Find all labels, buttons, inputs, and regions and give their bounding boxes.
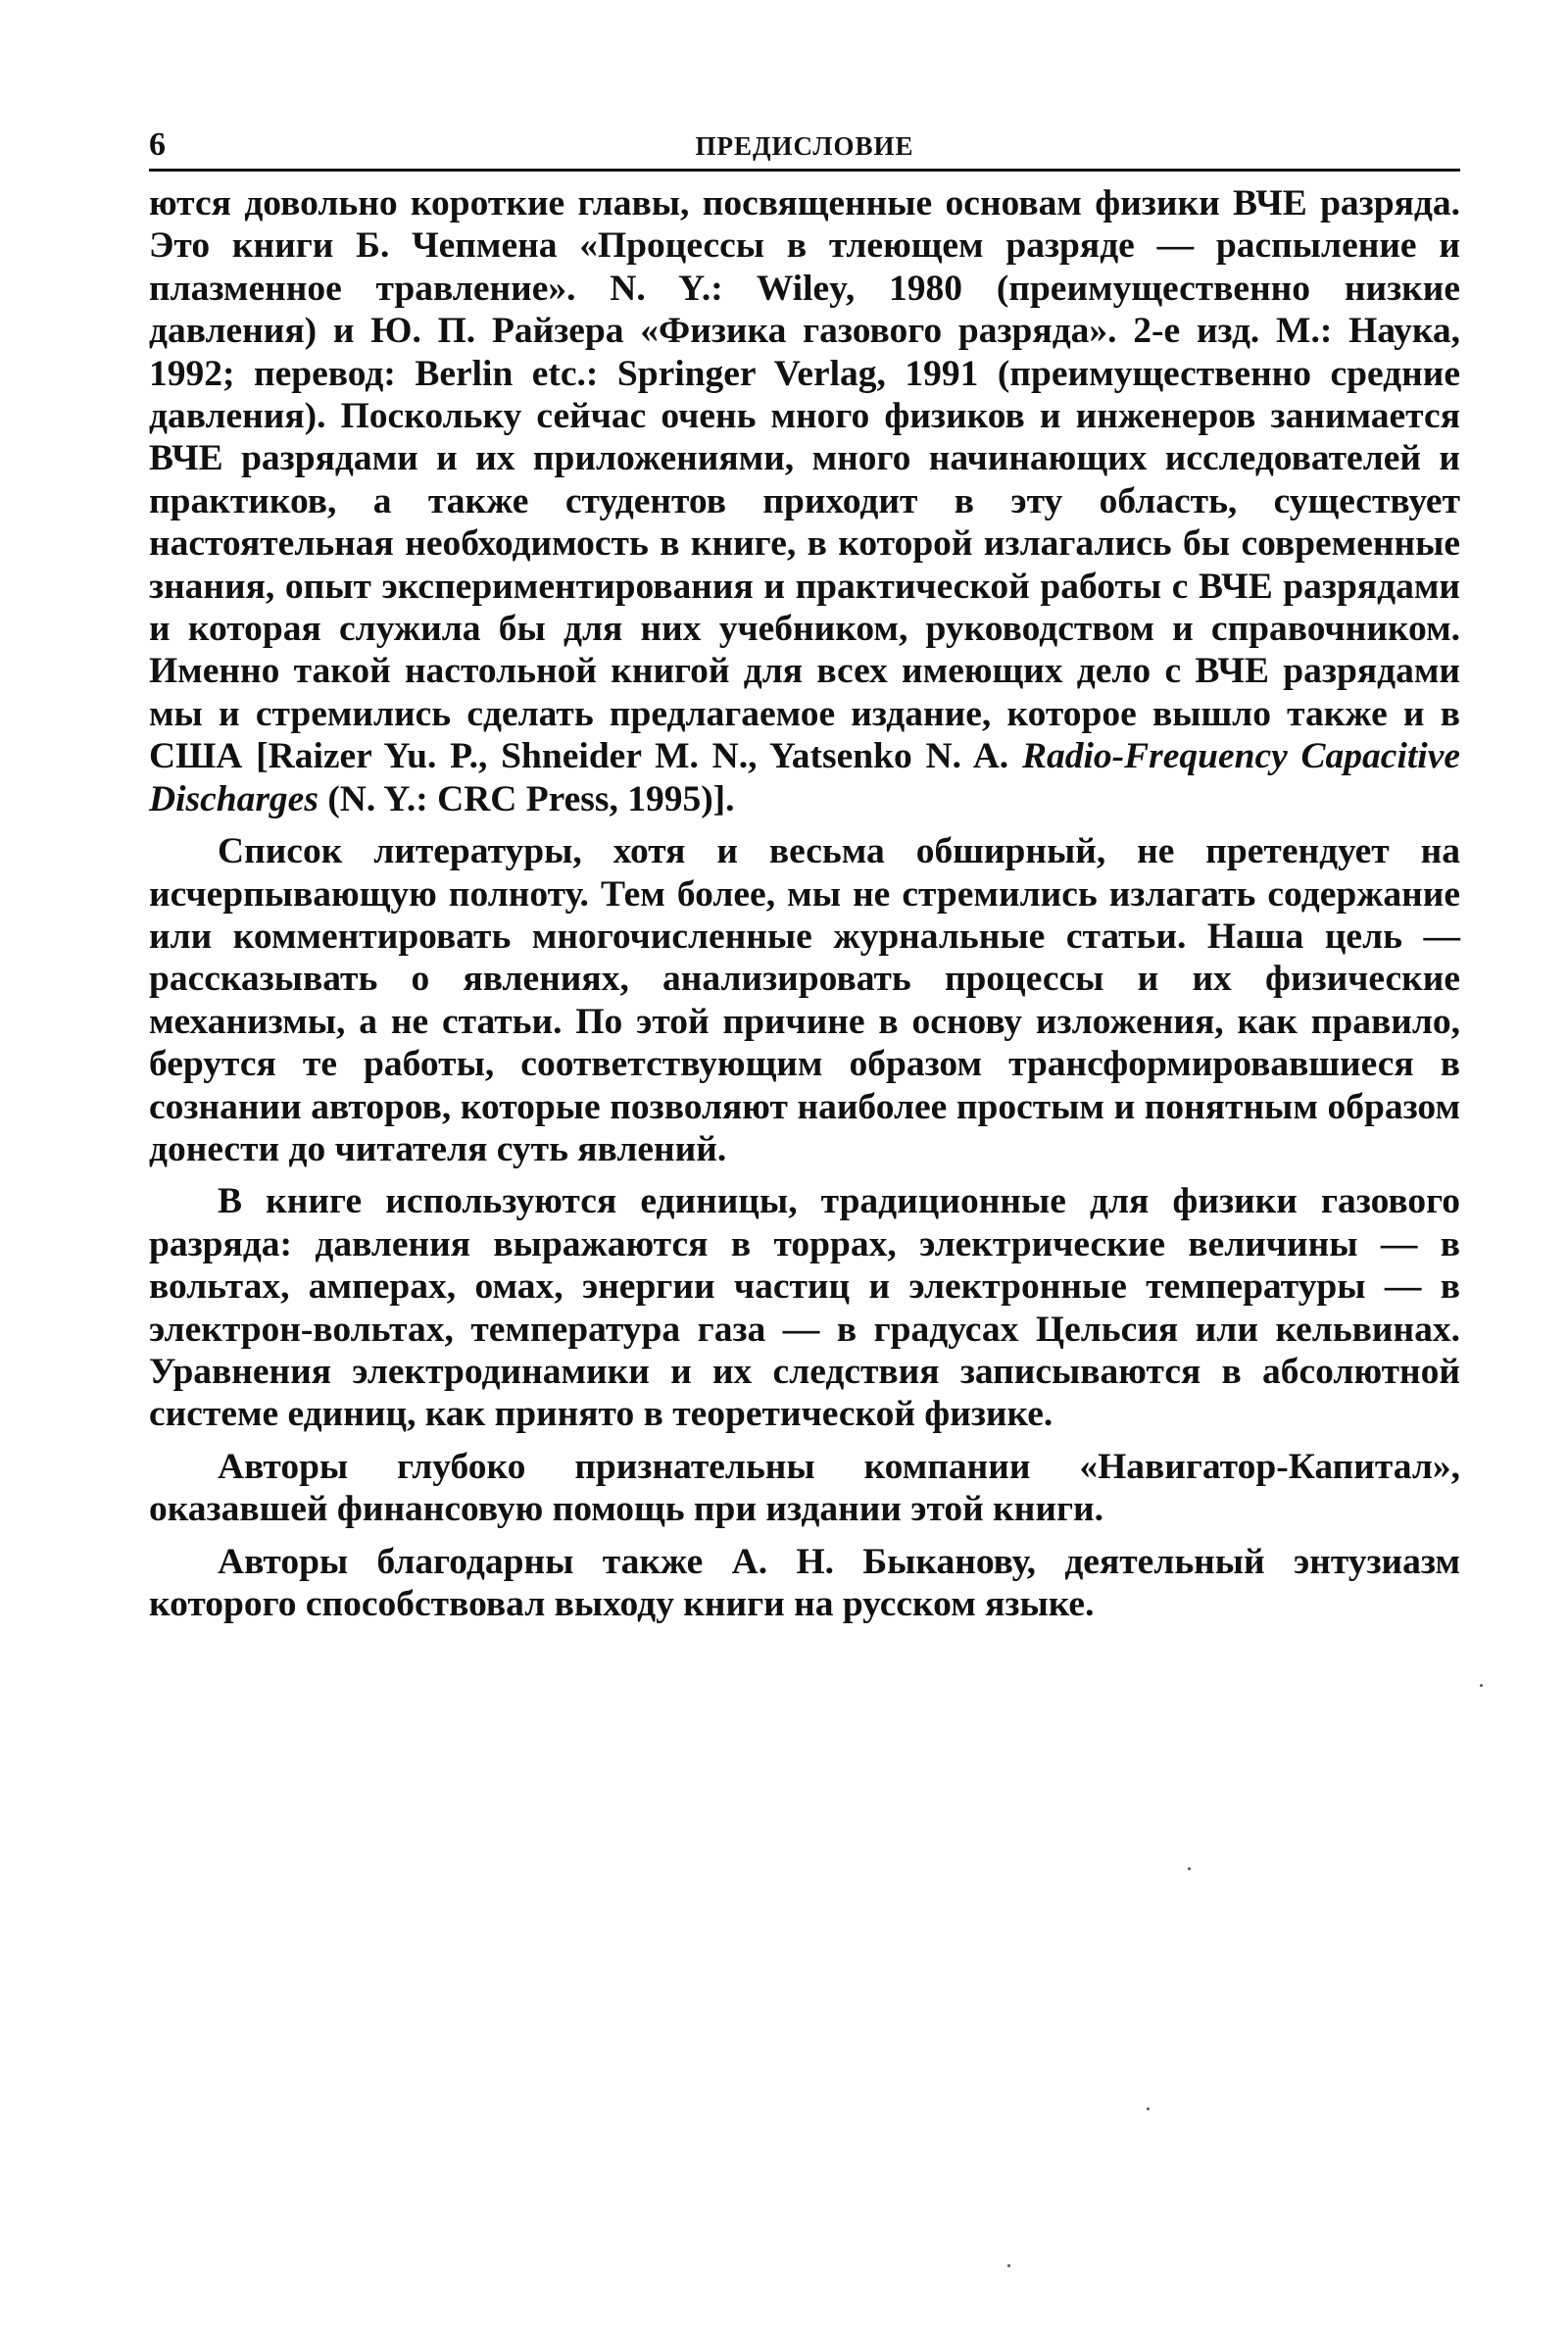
- scan-speck: [1480, 1684, 1483, 1687]
- paragraph-3: В книге используются единицы, традиционные для физики газового разряда: давления выражаются в торрах, электрические величины — в вольтах, амперах, омах, энергии частиц и электронные температуры — в электрон-вольтах, температура газа — в градусах Цельсия или кельвинах. Уравнения электродинамики и их следствия записываются в абсолютной системе единиц, как принято в теоретической физике.: [149, 1181, 1460, 1435]
- paragraph-1-text: ются довольно короткие главы, посвященные основам физики ВЧЕ разряда. Это книги Б. Чепмена «Процессы в тлеющем разряде — распыление и плазменное травление». N. Y.: Wiley, 1980 (преимущественно низкие давления) и Ю. П. Райзера «Физика газового разряда». 2-е изд. М.: Наука, 1992; перевод: Berlin etc.: Springer Verlag, 1991 (преимущественно средние давления). Поскольку сейчас очень много физиков и инженеров занимается ВЧЕ разрядами и их приложениями, много начинающих исследователей и практиков, а также студентов приходит в эту область, существует настоятельная необходимость в книге, в которой излагались бы современные знания, опыт экспериментирования и практической работы с ВЧЕ разрядами и которая служила бы для них учебником, руководством и справочником. Именно такой настольной книгой для всех имеющих дело с ВЧЕ разрядами мы и стремились сделать предлагаемое издание, которое вышло также и в США [Raizer Yu. P., Shneider M. N., Yatsenko N. A.: [149, 183, 1460, 777]
- scan-speck: [1007, 2264, 1010, 2267]
- body-text: [149, 182, 1460, 1635]
- book-title-italic: Radio-Frequency Capacitive Discharges: [149, 736, 1460, 819]
- paragraph-2: Список литературы, хотя и весьма обширный, не претендует на исчерпывающую полноту. Тем более, мы не стремились излагать содержание или комментировать многочисленные журнальные статьи. Наша цель — рассказывать о явлениях, анализировать процессы и их физические механизмы, а не статьи. По этой причине в основу изложения, как правило, берутся те работы, соответствующим образом трансформировавшиеся в сознании авторов, которые позволяют наиболее простым и понятным образом донести до читателя суть явлений.: [149, 831, 1460, 1169]
- page-number: 6: [149, 126, 166, 163]
- paragraph-4: Авторы глубоко признательны компании «Навигатор-Капитал», оказавшей финансовую помощь при издании этой книги.: [149, 1446, 1460, 1530]
- running-head: ПРЕДИСЛОВИЕ: [695, 131, 914, 161]
- paragraph-1-tail: (N. Y.: CRC Press, 1995)].: [318, 778, 735, 819]
- page-header: [149, 125, 1460, 172]
- scan-speck: [1147, 2107, 1150, 2110]
- scan-speck: [1188, 1867, 1191, 1870]
- paragraph-1: [149, 182, 1460, 820]
- paragraph-5: Авторы благодарны также А. Н. Быканову, деятельный энтузиазм которого способствовал выходу книги на русском языке.: [149, 1541, 1460, 1624]
